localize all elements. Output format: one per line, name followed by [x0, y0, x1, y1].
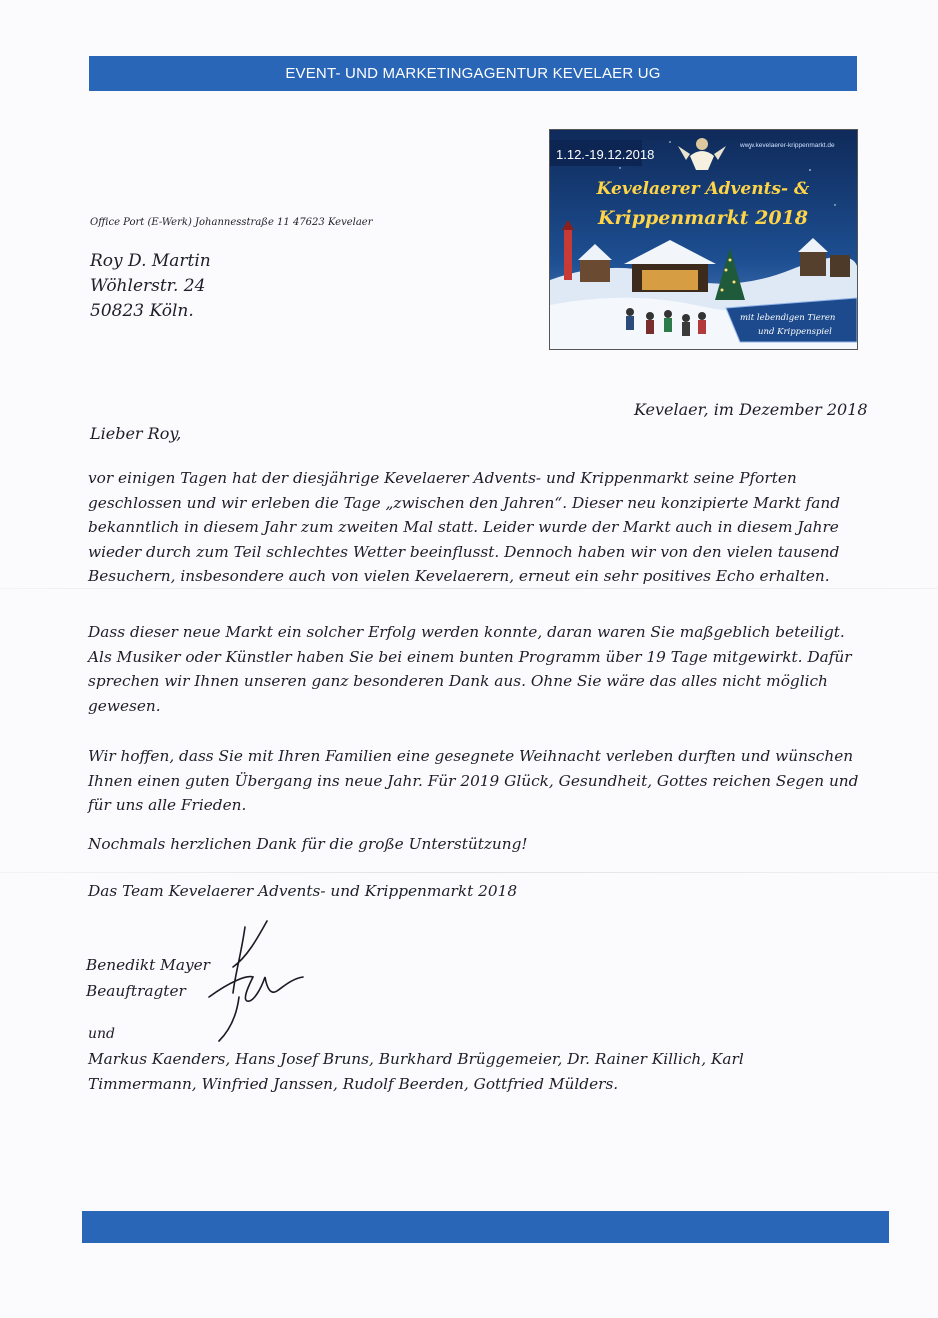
market-flyer-image	[549, 129, 858, 350]
handwritten-signature	[195, 905, 310, 1050]
sender-address-line: Office Port (E-Werk) Johannesstraße 11 47623 Kevelaer	[90, 217, 373, 228]
flyer-badge-line1: mit lebendigen Tieren	[740, 313, 836, 323]
recipient-address	[90, 249, 211, 324]
agency-name: EVENT- UND MARKETINGAGENTUR KEVELAER UG	[285, 65, 661, 82]
recipient-street: Wöhlerstr. 24	[90, 276, 206, 296]
body-paragraph-2: Dass dieser neue Markt ein solcher Erfolg werden konnte, daran waren Sie maßgeblich beteiligt. Als Musiker oder Künstler haben Sie bei einem bunten Programm über 19 Tage mitgewirkt. Dafür sprechen wir Ihnen unseren ganz besonderen Dank aus. Ohne Sie wäre das alles nicht möglich gewesen.	[88, 623, 852, 715]
date-line: Kevelaer, im Dezember 2018	[634, 400, 868, 419]
body-paragraph-1: vor einigen Tagen hat der diesjährige Kevelaerer Advents- und Krippenmarkt seine Pforten geschlossen und wir erleben die Tage „zwischen den Jahren“. Dieser neu konzipierte Markt fand bekanntlich in diesem Jahr zum zweiten Mal statt. Leider wurde der Markt auch in diesem Jahre wieder durch zum Teil schlechtes Wetter beeinflusst. Dennoch haben wir von den vielen tausend Besuchern, insbesondere auch von vielen Kevelaerern, erneut ein sehr positives Echo erhalten.	[88, 469, 841, 585]
recipient-name: Roy D. Martin	[90, 251, 211, 271]
flyer-dates: 1.12.-19.12.2018	[556, 147, 655, 162]
other-signers-line1: Markus Kaenders, Hans Josef Bruns, Burkhard Brüggemeier, Dr. Rainer Killich, Karl	[88, 1050, 744, 1068]
recipient-city: 50823 Köln.	[90, 301, 194, 321]
footer-bar	[82, 1211, 889, 1243]
other-signers-line2: Timmermann, Winfried Janssen, Rudolf Beerden, Gottfried Mülders.	[88, 1075, 619, 1093]
flyer-badge-line2: und Krippenspiel	[758, 327, 832, 337]
flyer-title-line1: Kevelaerer Advents- &	[596, 179, 810, 199]
und-label: und	[88, 1026, 115, 1042]
letterhead-bar	[89, 56, 857, 91]
flyer-title-line2: Krippenmarkt 2018	[597, 207, 809, 229]
body-paragraph-3: Wir hoffen, dass Sie mit Ihren Familien eine gesegnete Weihnacht verleben durften und wünschen Ihnen einen guten Übergang ins neue Jahr. Für 2019 Glück, Gesundheit, Gottes reichen Segen und für uns alle Frieden.	[88, 747, 859, 814]
salutation: Lieber Roy,	[90, 424, 182, 443]
flyer-url: www.kevelaerer-krippenmarkt.de	[740, 142, 835, 149]
signer-name: Benedikt Mayer	[86, 956, 210, 974]
closing-team-line: Das Team Kevelaerer Advents- und Krippenmarkt 2018	[88, 882, 518, 900]
signer-role: Beauftragter	[86, 982, 186, 1000]
body-paragraph-4: Nochmals herzlichen Dank für die große Unterstützung!	[88, 835, 528, 853]
